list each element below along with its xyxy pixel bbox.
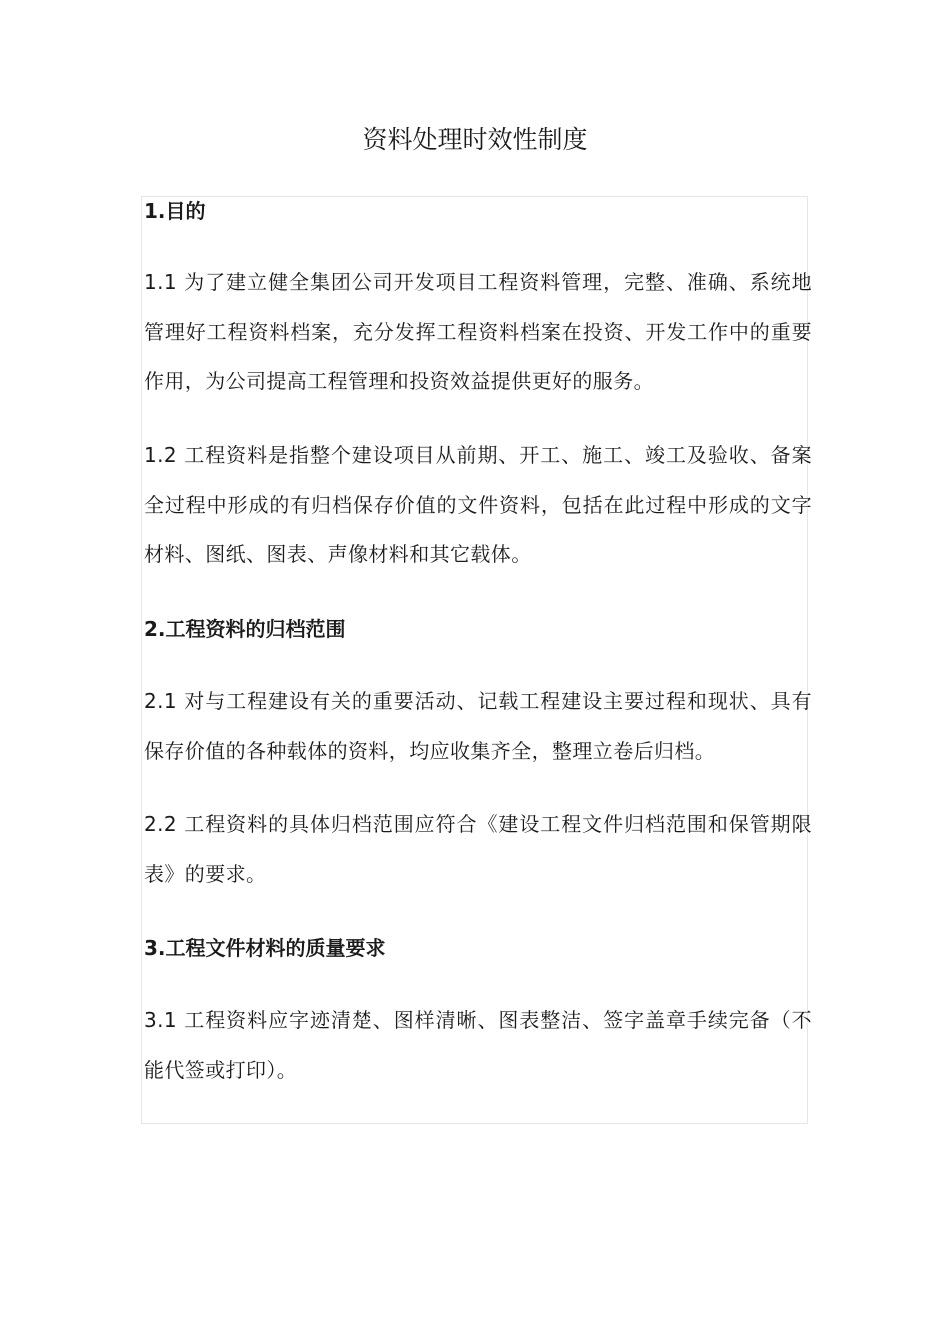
section-heading-3: 3.工程文件材料的质量要求 (144, 936, 386, 960)
paragraph-1-1: 1.1 为了建立健全集团公司开发项目工程资料管理，完整、准确、系统地管理好工程资料档案，充分发挥工程资料档案在投资、开发工作中的重要作用，为公司提高工程管理和投资效益提供更好的服务。 (144, 270, 812, 393)
document-title: 资料处理时效性制度 (362, 125, 588, 154)
section-heading-2: 2.工程资料的归档范围 (144, 617, 346, 641)
section-heading-1: 1.目的 (144, 199, 206, 223)
paragraph-2-2: 2.2 工程资料的具体归档范围应符合《建设工程文件归档范围和保管期限表》的要求。 (144, 812, 812, 886)
paragraph-2-1: 2.1 对与工程建设有关的重要活动、记载工程建设主要过程和现状、具有保存价值的各种载体的资料，均应收集齐全，整理立卷后归档。 (144, 689, 812, 763)
paragraph-1-2: 1.2 工程资料是指整个建设项目从前期、开工、施工、竣工及验收、备案全过程中形成的有归档保存价值的文件资料，包括在此过程中形成的文字材料、图纸、图表、声像材料和其它载体。 (144, 443, 812, 566)
paragraph-3-1: 3.1 工程资料应字迹清楚、图样清晰、图表整洁、签字盖章手续完备（不能代签或打印）。 (144, 1008, 812, 1082)
